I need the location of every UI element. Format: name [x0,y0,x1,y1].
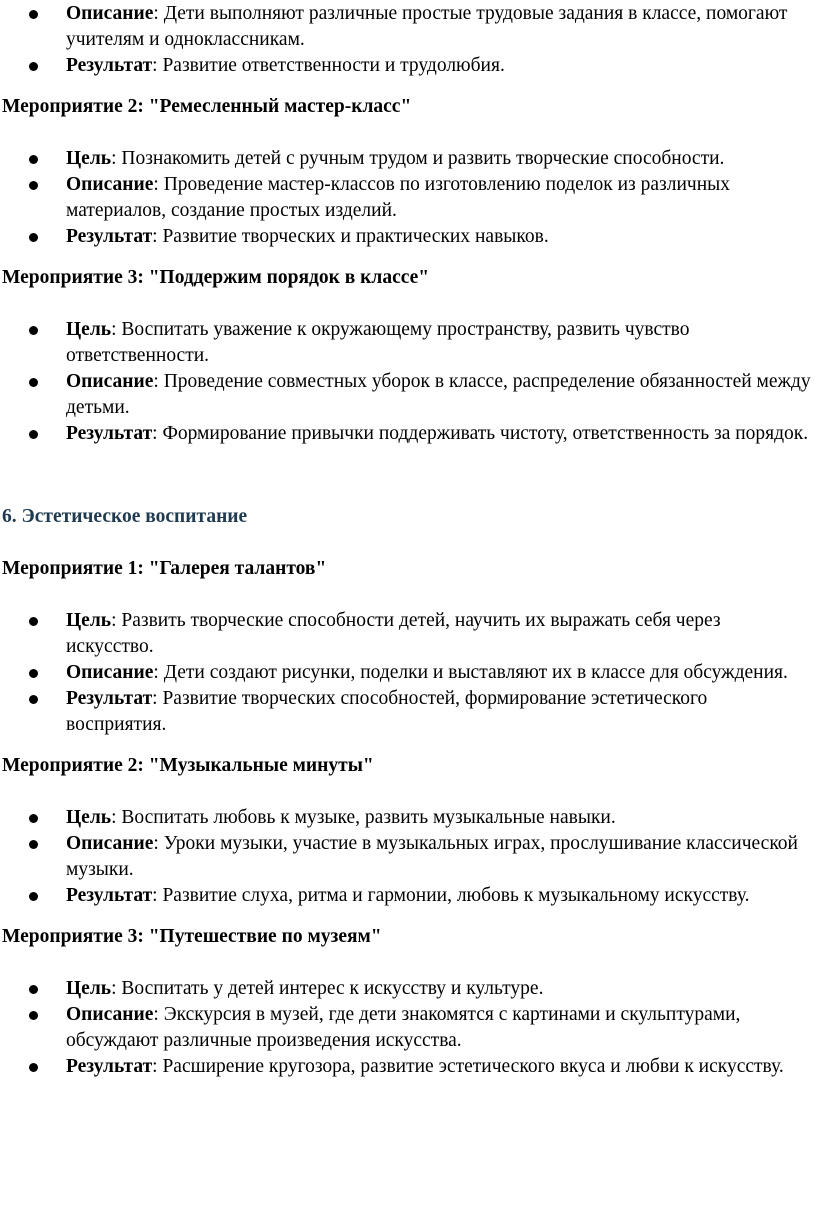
item-text: : Воспитать уважение к окружающему пространству, развить чувство ответственности. [66,319,690,366]
item-term: Результат [66,226,153,247]
item-term: Цель [66,610,112,631]
bullet-icon [29,181,38,190]
bullet-icon [29,233,38,242]
bullet-icon [29,326,38,335]
list-item [0,146,816,172]
item-term: Описание [66,174,154,195]
item-text: : Воспитать любовь к музыке, развить музыкальные навыки. [111,807,616,828]
item-term: Описание [66,833,154,854]
list-item [0,1054,816,1080]
event-heading: Мероприятие 2: "Музыкальные минуты" [2,755,374,776]
list-item [0,317,816,369]
item-text: : Дети выполняют различные простые трудовые задания в классе, помогают учителям и одноклассникам. [66,3,788,50]
item-text: : Экскурсия в музей, где дети знакомятся с картинами и скульптурами, обсуждают различные произведения искусства. [66,1004,741,1051]
item-text: : Развить творческие способности детей, научить их выражать себя через искусство. [66,610,721,657]
list-item [0,224,816,250]
item-term: Результат [66,885,153,906]
bullet-icon [29,1063,38,1072]
bullet-icon [29,430,38,439]
list-item [0,369,816,421]
bullet-icon [29,669,38,678]
list-item [0,686,816,738]
item-term: Цель [66,807,112,828]
item-text: : Проведение совместных уборок в классе, распределение обязанностей между детьми. [66,371,811,418]
bullet-icon [29,1011,38,1020]
event-heading: Мероприятие 3: "Путешествие по музеям" [2,926,382,947]
bullet-icon [29,155,38,164]
bullet-list [0,976,816,1080]
item-term: Описание [66,3,154,24]
bullet-icon [29,617,38,626]
item-text: : Проведение мастер-классов по изготовлению поделок из различных материалов, создание простых изделий. [66,174,730,221]
bullet-icon [29,10,38,19]
item-text: : Развитие творческих и практических навыков. [152,226,549,247]
section-heading: 6. Эстетическое воспитание [2,506,248,527]
item-text: : Развитие слуха, ритма и гармонии, любовь к музыкальному искусству. [152,885,750,906]
list-item [0,421,816,447]
bullet-list [0,0,816,79]
bullet-icon [29,814,38,823]
bullet-icon [29,378,38,387]
item-text: : Уроки музыки, участие в музыкальных играх, прослушивание классической музыки. [66,833,798,880]
item-term: Цель [66,319,112,340]
bullet-list [0,146,816,250]
list-item [0,883,816,909]
item-text: : Воспитать у детей интерес к искусству и культуре. [111,978,544,999]
item-term: Результат [66,1056,153,1077]
list-item [0,831,816,883]
event-heading: Мероприятие 3: "Поддержим порядок в классе" [2,267,430,288]
item-text: : Расширение кругозора, развитие эстетического вкуса и любви к искусству. [152,1056,784,1077]
list-item [0,1002,816,1054]
bullet-icon [29,62,38,71]
bullet-list [0,317,816,447]
item-term: Результат [66,688,153,709]
item-term: Результат [66,55,153,76]
event-heading: Мероприятие 2: "Ремесленный мастер-класс" [2,96,412,117]
list-item [0,805,816,831]
bullet-icon [29,840,38,849]
item-text: : Формирование привычки поддерживать чистоту, ответственность за порядок. [152,423,809,444]
item-text: : Развитие ответственности и трудолюбия. [152,55,505,76]
list-item [0,976,816,1002]
item-text: : Дети создают рисунки, поделки и выставляют их в классе для обсуждения. [153,662,788,683]
bullet-icon [29,892,38,901]
bullet-icon [29,985,38,994]
item-text: : Развитие творческих способностей, формирование эстетического восприятия. [66,688,708,735]
item-term: Описание [66,371,154,392]
event-heading: Мероприятие 1: "Галерея талантов" [2,558,327,579]
list-item [0,608,816,660]
item-term: Описание [66,1004,154,1025]
bullet-list [0,608,816,738]
item-term: Описание [66,662,154,683]
list-item [0,660,816,686]
item-term: Результат [66,423,153,444]
item-text: : Познакомить детей с ручным трудом и развить творческие способности. [111,148,725,169]
bullet-list [0,805,816,909]
item-term: Цель [66,978,112,999]
list-item [0,172,816,224]
list-item [0,1,816,53]
bullet-icon [29,695,38,704]
list-item [0,53,816,79]
item-term: Цель [66,148,112,169]
